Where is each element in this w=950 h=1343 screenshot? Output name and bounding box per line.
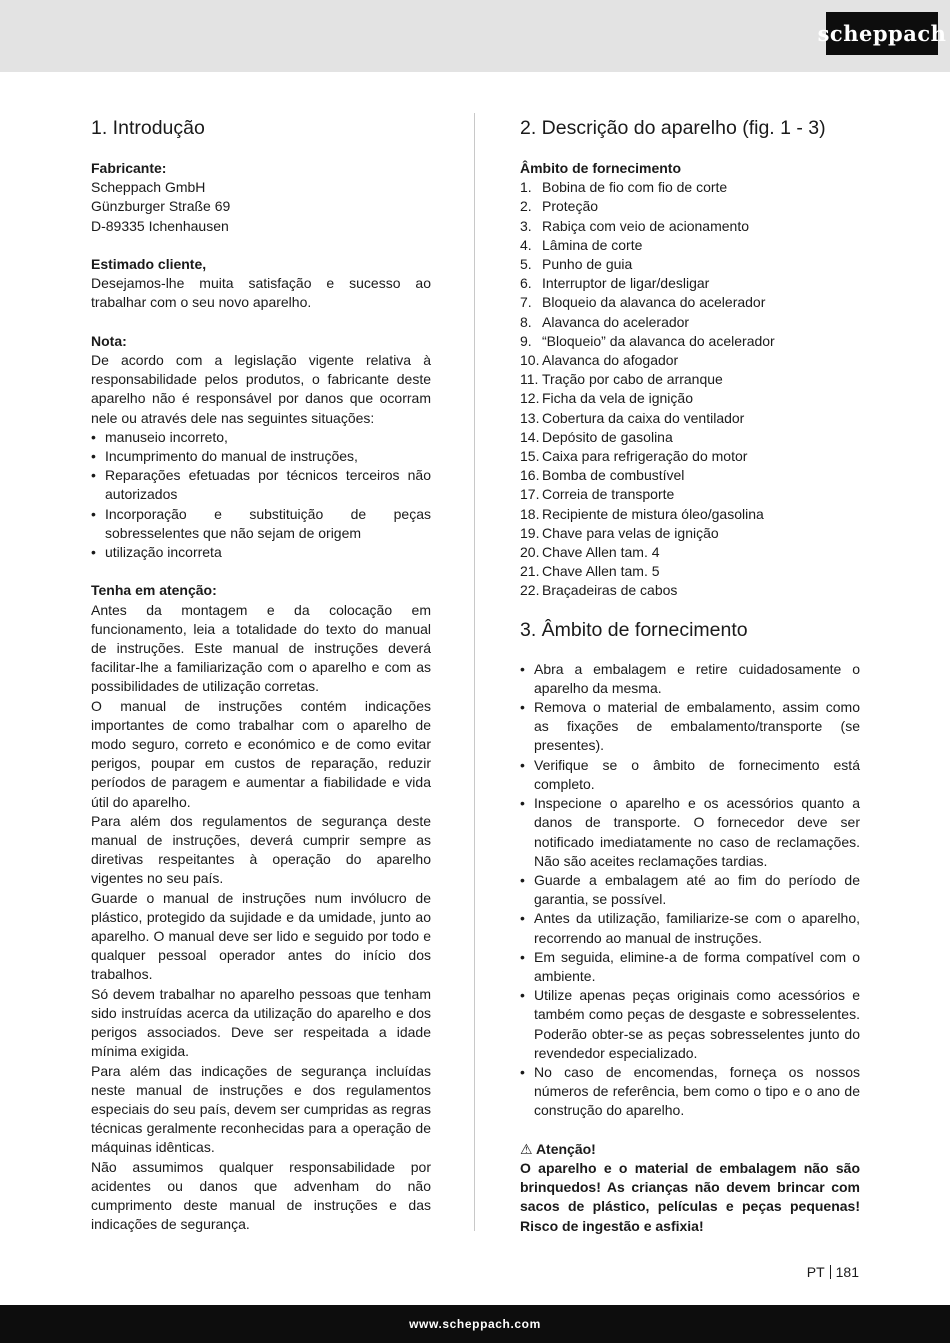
attention-label: Tenha em atenção: xyxy=(91,582,217,599)
header-bar xyxy=(0,0,950,72)
list-item: • utilização incorreta xyxy=(91,543,431,562)
item-text: Proteção xyxy=(542,198,599,215)
item-text: Recipiente de mistura óleo/gasolina xyxy=(542,505,764,522)
list-item xyxy=(520,447,860,466)
list-item: • Reparações efetuadas por técnicos terceiros não autorizados xyxy=(91,466,431,504)
item-text: Correia de transporte xyxy=(542,486,675,503)
list-item xyxy=(520,524,860,543)
scope-subheading: Âmbito de fornecimento xyxy=(520,160,682,176)
list-item: • Verifique se o âmbito de fornecimento está completo. xyxy=(520,756,860,794)
note-label: Nota: xyxy=(91,332,127,349)
footer-url[interactable]: www.scheppach.com xyxy=(409,1317,541,1331)
list-item xyxy=(520,562,860,581)
item-number: 9. xyxy=(520,332,532,349)
item-text: Alavanca do afogador xyxy=(542,352,679,369)
item-number: 22. xyxy=(520,582,540,599)
list-item xyxy=(520,293,860,312)
item-text: Interruptor de ligar/desligar xyxy=(542,275,710,292)
description-column xyxy=(520,116,860,1236)
manufacturer-line: Scheppach GmbH xyxy=(91,179,206,196)
item-number: 16. xyxy=(520,467,540,484)
manufacturer-line: Günzburger Straße 69 xyxy=(91,198,231,215)
item-number: 3. xyxy=(520,217,532,234)
list-item: • Remova o material de embalamento, assim como as fixações de embalamento/transporte (se presentes). xyxy=(520,698,860,756)
note-text: De acordo com a legislação vigente relativa à responsabilidade pelos produtos, o fabricante deste aparelho não é responsável por danos que ocorram nele ou através dele nas seguintes situações: xyxy=(91,352,431,426)
intro-column xyxy=(91,116,431,1234)
list-item xyxy=(520,332,860,351)
list-item xyxy=(520,236,860,255)
item-text: Punho de guia xyxy=(542,256,633,273)
item-text: Lâmina de corte xyxy=(542,236,643,253)
attention-paragraph: Antes da montagem e da colocação em funcionamento, leia a totalidade do texto do manual de instruções. Este manual de instruções deverá facilitar-lhe a familiarização com o aparelho e com as possibilidades de utilização corretas. xyxy=(91,601,431,695)
list-item xyxy=(520,274,860,293)
item-text: “Bloqueio” da alavanca do acelerador xyxy=(542,332,775,349)
item-number: 13. xyxy=(520,409,540,426)
item-number: 17. xyxy=(520,486,540,503)
list-item xyxy=(520,485,860,504)
attention-paragraph: Guarde o manual de instruções num invólucro de plástico, protegido da sujidade e da umidade, junto ao aparelho. O manual deve ser lido e seguido por todo e qualquer pessoal operador antes do início dos trabalhos. xyxy=(91,889,431,983)
intro-heading: 1. Introdução xyxy=(91,117,205,139)
item-number: 7. xyxy=(520,294,532,311)
item-text: Bobina de fio com fio de corte xyxy=(542,179,728,196)
scope-heading: 3. Âmbito de fornecimento xyxy=(520,618,748,641)
item-number: 2. xyxy=(520,198,532,215)
item-text: Chave Allen tam. 4 xyxy=(542,544,660,561)
list-item: • Incorporação e substituição de peças sobresselentes que não sejam de origem xyxy=(91,505,431,543)
description-heading: 2. Descrição do aparelho (fig. 1 - 3) xyxy=(520,117,826,139)
item-text: Rabiça com veio de acionamento xyxy=(542,217,750,234)
item-text: Chave Allen tam. 5 xyxy=(542,563,660,580)
item-text: Alavanca do acelerador xyxy=(542,313,690,330)
parts-list xyxy=(520,178,860,600)
item-number: 15. xyxy=(520,448,540,465)
item-number: 21. xyxy=(520,563,540,580)
list-item: • Guarde a embalagem até ao fim do período de garantia, se possível. xyxy=(520,871,860,909)
list-item xyxy=(520,428,860,447)
item-number: 14. xyxy=(520,428,540,445)
item-text: Bomba de combustível xyxy=(542,467,685,484)
note-list xyxy=(91,428,431,562)
list-item: • Utilize apenas peças originais como acessórios e também como peças de desgaste e sobresselentes. Poderão obter-se as peças sobresselentes junto do revendedor especializado. xyxy=(520,986,860,1063)
item-text: Tração por cabo de arranque xyxy=(542,371,723,388)
warning-title: Atenção! xyxy=(535,1140,596,1157)
list-item xyxy=(520,197,860,216)
list-item xyxy=(520,351,860,370)
list-item xyxy=(520,543,860,562)
list-item xyxy=(520,409,860,428)
item-number: 5. xyxy=(520,256,532,273)
item-number: 8. xyxy=(520,313,532,330)
item-number: 19. xyxy=(520,524,540,541)
list-item: • Antes da utilização, familiarize-se com o aparelho, recorrendo ao manual de instruções. xyxy=(520,909,860,947)
item-number: 6. xyxy=(520,275,532,292)
page-separator xyxy=(830,1265,831,1279)
item-text: Chave para velas de ignição xyxy=(542,524,719,541)
list-item xyxy=(520,505,860,524)
attention-paragraph: Para além dos regulamentos de segurança deste manual de instruções, deverá cumprir sempre as diretivas respeitantes à operação do aparelho vigentes no seu país. xyxy=(91,812,431,887)
list-item: • No caso de encomendas, forneça os nossos números de referência, bem como o tipo e o ano de construção do aparelho. xyxy=(520,1063,860,1121)
manufacturer-label: Fabricante: xyxy=(91,160,167,176)
item-number: 10. xyxy=(520,352,540,369)
list-item: • Incumprimento do manual de instruções, xyxy=(91,447,431,466)
item-text: Caixa para refrigeração do motor xyxy=(542,448,748,465)
dear-customer-label: Estimado cliente, xyxy=(91,256,207,272)
item-text: Cobertura da caixa do ventilador xyxy=(542,409,745,426)
list-item xyxy=(520,178,860,197)
attention-paragraph: O manual de instruções contém indicações importantes de como trabalhar com o aparelho de modo seguro, correto e económico e de como evitar perigos, poupar em custos de reparação, reduzir períodos de paragem e aumentar a fiabilidade e vida útil do aparelho. xyxy=(91,697,431,810)
list-item xyxy=(520,217,860,236)
list-item xyxy=(520,255,860,274)
manufacturer-line: D-89335 Ichenhausen xyxy=(91,217,229,234)
list-item: • Inspecione o aparelho e os acessórios quanto a danos de transporte. O fornecedor deve ser notificado imediatamente no caso de reclamações. Não são aceites reclamações tardias. xyxy=(520,794,860,871)
item-text: Braçadeiras de cabos xyxy=(542,582,678,599)
page-number-value: 181 xyxy=(835,1264,859,1280)
scheppach-logo: scheppach xyxy=(826,12,938,55)
warning-text: O aparelho e o material de embalagem não são brinquedos! As crianças não devem brincar com sacos de plástico, películas e peças pequenas! Risco de ingestão e asfixia! xyxy=(520,1159,860,1234)
attention-paragraph: Só devem trabalhar no aparelho pessoas que tenham sido instruídas acerca da utilização do aparelho e dos perigos associados. Deve ser respeitada a idade mínima exigida. xyxy=(91,985,431,1060)
list-item xyxy=(520,313,860,332)
item-number: 1. xyxy=(520,179,532,196)
item-text: Ficha da vela de ignição xyxy=(542,390,693,407)
attention-paragraph: Para além das indicações de segurança incluídas neste manual de instruções e dos regulamentos especiais do seu país, devem ser cumpridas as regras técnicas geralmente reconhecidas para a operação de máquinas idênticas. xyxy=(91,1062,431,1156)
item-number: 18. xyxy=(520,505,540,522)
item-text: Depósito de gasolina xyxy=(542,428,673,445)
list-item xyxy=(520,389,860,408)
page-language: PT xyxy=(806,1264,825,1280)
list-item xyxy=(520,581,860,600)
item-text: Bloqueio da alavanca do acelerador xyxy=(542,294,766,311)
scope-list xyxy=(520,660,860,1121)
list-item: • Abra a embalagem e retire cuidadosamente o aparelho da mesma. xyxy=(520,660,860,698)
list-item xyxy=(520,370,860,389)
page-number xyxy=(807,1264,859,1280)
warning-title-line xyxy=(520,1140,860,1159)
list-item: • manuseio incorreto, xyxy=(91,428,431,447)
warning-icon: ⚠ xyxy=(520,1140,533,1157)
item-number: 12. xyxy=(520,390,540,407)
footer-bar xyxy=(0,1305,950,1343)
item-number: 11. xyxy=(520,371,539,388)
column-divider xyxy=(474,113,475,1231)
list-item: • Em seguida, elimine-a de forma compatível com o ambiente. xyxy=(520,948,860,986)
attention-paragraph: Não assumimos qualquer responsabilidade por acidentes ou danos que advenham do não cumprimento deste manual de instruções e das indicações de segurança. xyxy=(91,1158,431,1233)
item-number: 20. xyxy=(520,544,540,561)
dear-customer-text: Desejamos-lhe muita satisfação e sucesso ao trabalhar com o seu novo aparelho. xyxy=(91,275,431,311)
list-item xyxy=(520,466,860,485)
item-number: 4. xyxy=(520,236,532,253)
